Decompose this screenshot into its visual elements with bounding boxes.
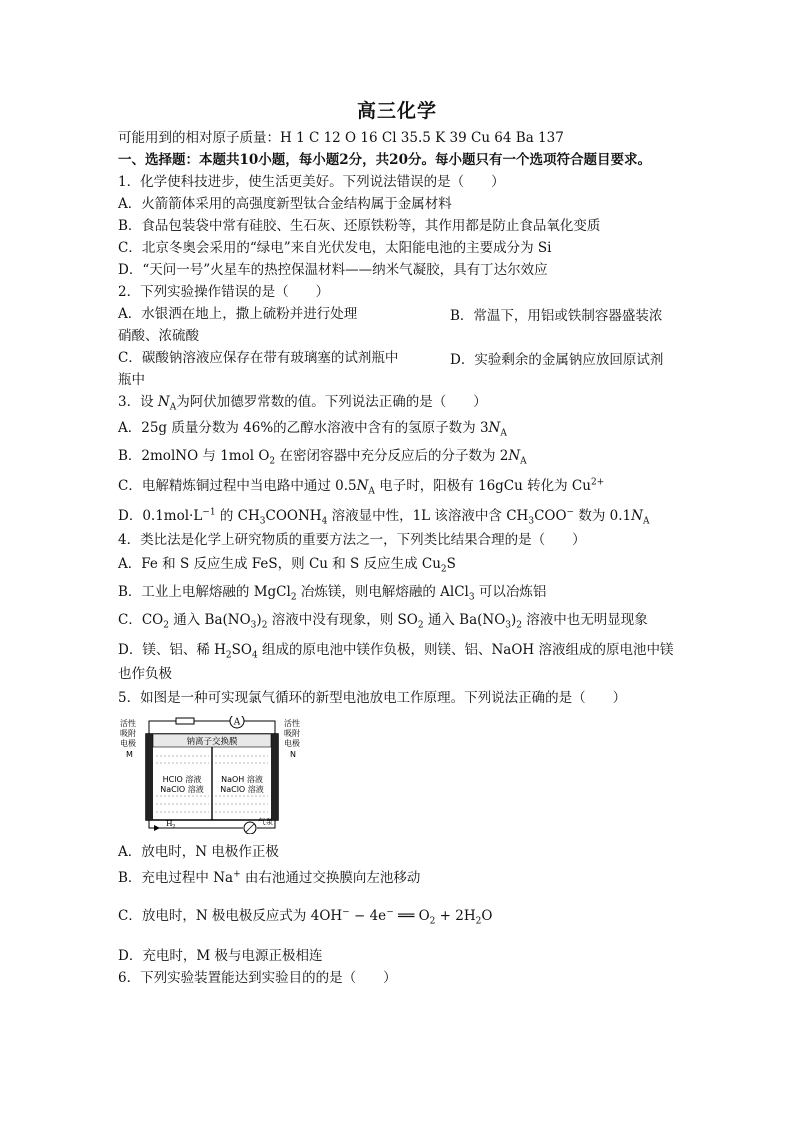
left-label-3: 电极 (120, 739, 136, 748)
question-3-option-d: D．$0.1mol\cdot L^{-1}$ 的 $CH_3COONH_4$ 溶液显中性，1L 该溶液中含 $CH_3COO^-$ 数为 $0.1N_A$ (118, 507, 650, 527)
left-label-2: 吸附 (120, 729, 136, 738)
top-wire-right (244, 721, 275, 734)
question-5-option-a: A．放电时，N 电极作正极 (118, 844, 279, 860)
resistor (176, 718, 194, 724)
question-1-option-a: A．火箭箭体采用的高强度新型钛合金结构属于金属材料 (118, 196, 452, 212)
question-3-stem: 3．设 $N_A$为阿伏加德罗常数的值。下列说法正确的是（ ） (118, 394, 487, 413)
left-solution-2: NaClO 溶液 (160, 785, 204, 794)
question-4-option-d-cont: 也作负极 (118, 666, 172, 682)
gas-pipe-left (149, 820, 243, 828)
right-label-3: 电极 (284, 739, 300, 748)
question-4-option-d: D．镁、铝、稀 $H_2SO_4$ 组成的原电池中镁作负极，则镁、铝、NaOH 溶液组成的原电池中镁 (118, 642, 674, 661)
question-3-option-b: B．2molNO 与 1mol $O_2$ 在密闭容器中充分反应后的分子数为 $2N_A$ (118, 448, 527, 467)
question-1-option-c: C．北京冬奥会采用的“绿电”来自光伏发电，太阳能电池的主要成分为 Si (118, 240, 552, 256)
question-4-option-a: A．Fe 和 S 反应生成 FeS，则 Cu 和 S 反应生成 $Cu_2S$ (118, 556, 456, 575)
left-label-1: 活性 (120, 719, 136, 728)
question-2-option-a: A．水银洒在地上，撒上硫粉并进行处理 (118, 306, 358, 322)
question-2-option-d-cont: 瓶中 (118, 372, 145, 388)
question-2-stem: 2．下列实验操作错误的是（ ） (118, 284, 330, 300)
question-4-option-c: C．$CO_2$ 通入 $Ba(NO_3)_2$ 溶液中没有现象，则 $SO_2$ 通入 $Ba(NO_3)_2$ 溶液中也无明显现象 (118, 612, 648, 631)
question-5-option-d: D．充电时，M 极与电源正极相连 (118, 948, 323, 964)
question-5-option-c: C．放电时，N 极电极反应式为 4OH− − 4e− ══ $O_2 + 2H_2O$ (118, 907, 493, 927)
question-2-option-c: C．碳酸钠溶液应保存在带有玻璃塞的试剂瓶中 (118, 350, 399, 366)
atomic-mass-line: 可能用到的相对原子质量：H 1 C 12 O 16 Cl 35.5 K 39 Cu 64 Ba 137 (118, 130, 564, 146)
right-label-2: 吸附 (284, 729, 300, 738)
question-5-stem: 5．如图是一种可实现氯气循环的新型电池放电工作原理。下列说法正确的是（ ） (118, 690, 627, 706)
right-label-1: 活性 (284, 719, 300, 728)
pump-label: 气泵 (258, 817, 273, 826)
left-label-4: M (126, 750, 133, 759)
section-heading: 一、选择题：本题共10小题，每小题2分，共20分。每小题只有一个选项符合题目要求。 (118, 152, 651, 168)
question-4-option-b: B．工业上电解熔融的 MgCl$_2$ 冶炼镁，则电解熔融的 AlCl$_3$ 可以冶炼铝 (118, 584, 547, 603)
question-5-option-b: B．充电过程中 Na+ 由右池通过交换膜向左池移动 (118, 869, 421, 886)
electrode-n (271, 734, 278, 820)
ammeter-label: A (233, 717, 241, 728)
question-1-option-d: D．“天问一号”火星车的热控保温材料——纳米气凝胶，具有丁达尔效应 (118, 262, 548, 278)
question-3-option-a: A．25g 质量分数为 46%的乙醇水溶液中含有的氢原子数为 $3N_A$ (118, 420, 507, 439)
right-label-4: N (290, 750, 296, 759)
gas-label: H (166, 819, 173, 828)
page-title: 高三化学 (356, 100, 437, 122)
right-solution-2: NaClO 溶液 (220, 785, 264, 794)
question-3-option-c: C．电解精炼铜过程中当电路中通过 $0.5N_A$ 电子时，阳极有 16gCu 转化为 $Cu^{2+}$ (118, 477, 605, 497)
question-2-option-b-cont: 硝酸、浓硫酸 (118, 328, 199, 344)
electrode-m (146, 734, 153, 820)
question-4-stem: 4．类比法是化学上研究物质的重要方法之一，下列类比结果合理的是（ ） (118, 532, 586, 548)
question-2-option-b: B．常温下，用铝或铁制容器盛装浓 (450, 308, 663, 324)
gas-flow-arrow (154, 825, 160, 831)
question-6-stem: 6．下列实验装置能达到实验目的的是（ ） (118, 970, 397, 986)
question-1-stem: 1．化学使科技进步，使生活更美好。下列说法错误的是（ ） (118, 174, 505, 190)
question-1-option-b: B．食品包装袋中常有硅胶、生石灰、还原铁粉等，其作用都是防止食品氧化变质 (118, 218, 601, 234)
gas-label-sub: 2 (172, 824, 176, 830)
left-solution-1: HClO 溶液 (162, 775, 202, 784)
membrane-label: 钠离子交换膜 (186, 737, 238, 747)
question-2-option-d: D．实验剩余的金属钠应放回原试剂 (450, 352, 664, 368)
battery-diagram (118, 716, 303, 834)
right-solution-1: NaOH 溶液 (221, 775, 263, 784)
